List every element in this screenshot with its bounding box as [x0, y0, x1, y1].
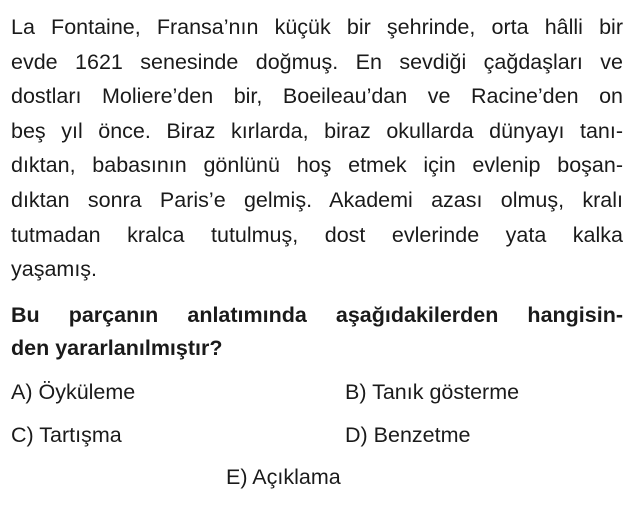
passage-line: tutmadan kralca tutulmuş, dost evlerinde yata kalka	[11, 222, 623, 247]
question-stem	[11, 299, 623, 365]
reading-passage	[11, 10, 623, 287]
passage-line: yaşamış.	[11, 257, 98, 282]
answer-option-e[interactable]: E) Açıklama	[226, 465, 341, 489]
passage-line: beş yıl önce. Biraz kırlarda, biraz okullarda dünyayı tanı-	[11, 118, 623, 143]
passage-line: dıktan sonra Paris’e gelmiş. Akademi azası olmuş, kralı	[11, 187, 623, 212]
passage-line: La Fontaine, Fransa’nın küçük bir şehrinde, orta hâlli bir	[11, 15, 623, 39]
question-line: den yararlanılmıştır?	[11, 336, 223, 360]
answer-option-c[interactable]: C) Tartışma	[11, 423, 122, 447]
passage-line: dıktan, babasının gönlünü hoş etmek için evlenip boşan-	[11, 153, 623, 178]
passage-line: dostları Moliere’den bir, Boeileau’dan ve Racine’den on	[11, 84, 623, 109]
answer-option-b[interactable]: B) Tanık gösterme	[345, 380, 520, 404]
answer-option-d[interactable]: D) Benzetme	[345, 423, 471, 447]
passage-line: evde 1621 senesinde doğmuş. En sevdiği çağdaşları ve	[11, 49, 623, 74]
question-line: Bu parçanın anlatımında aşağıdakilerden hangisin-	[11, 303, 623, 327]
answer-option-a[interactable]: A) Öyküleme	[11, 380, 136, 404]
